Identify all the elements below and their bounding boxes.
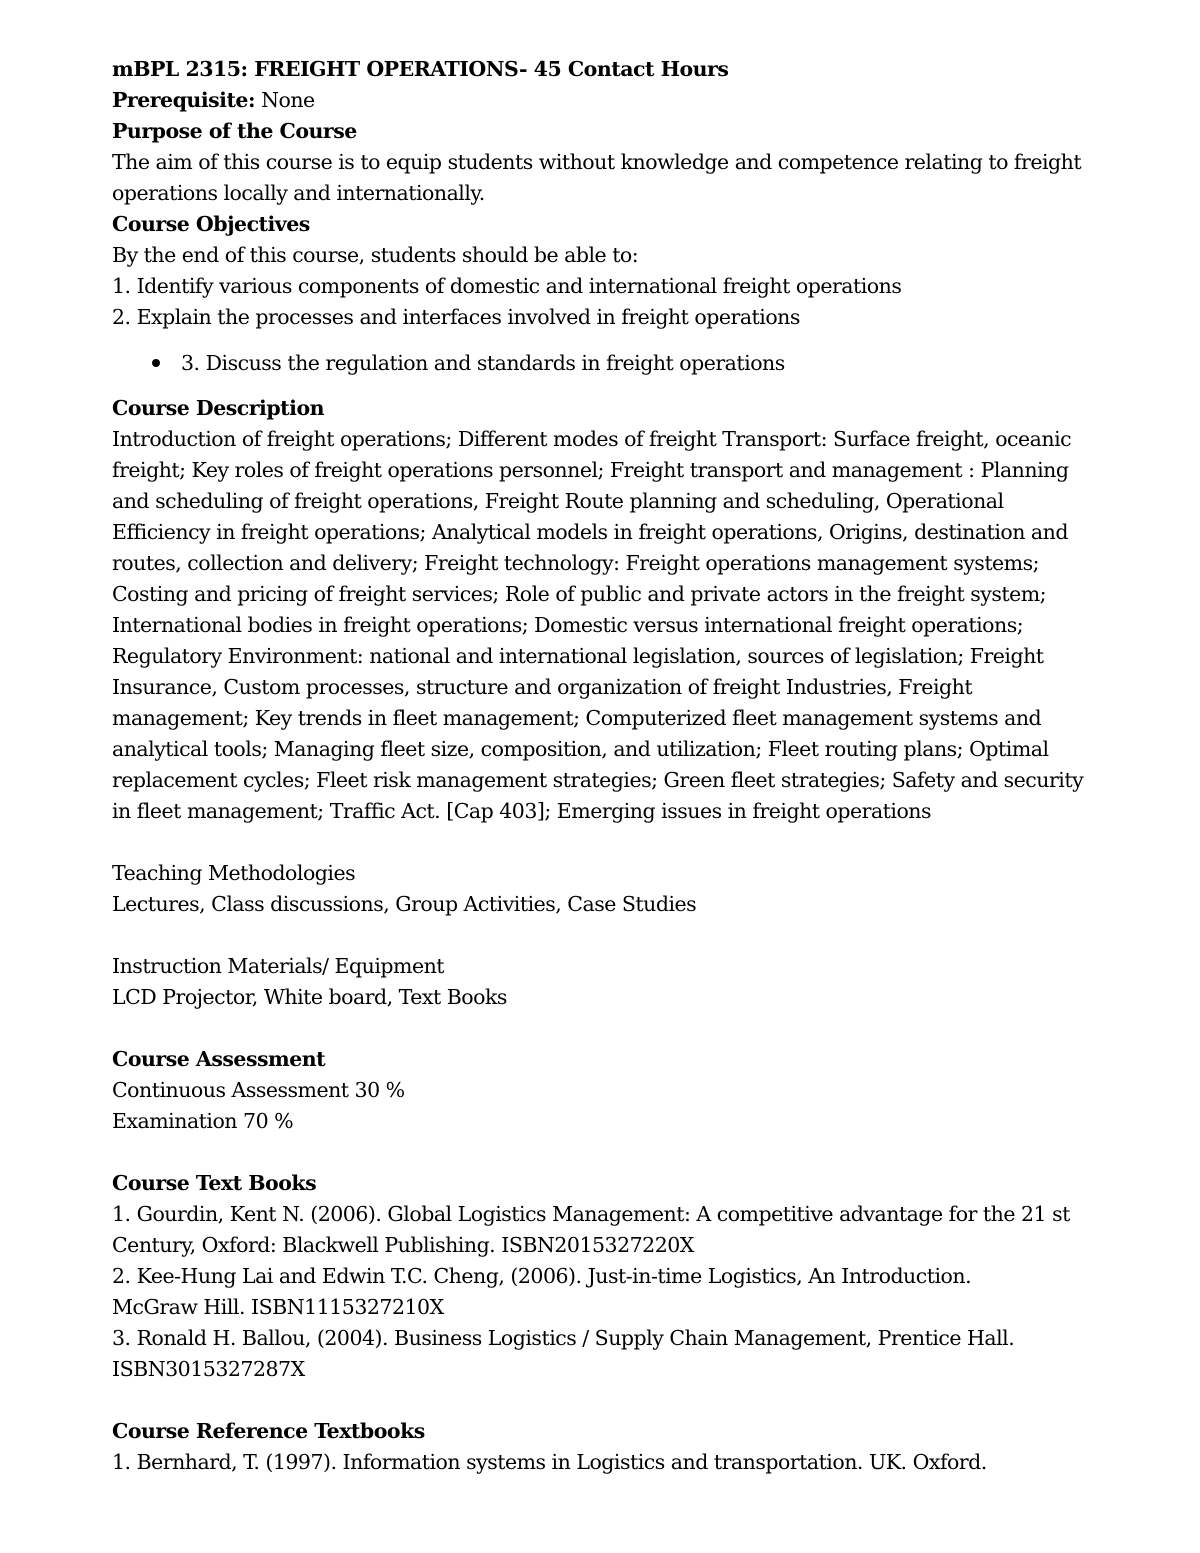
objective-bullet-text: 3. Discuss the regulation and standards in freight operations xyxy=(181,351,785,375)
teaching-heading: Teaching Methodologies xyxy=(112,861,356,885)
description-heading: Course Description xyxy=(112,396,325,420)
textbook-line: McGraw Hill. ISBN1115327210X xyxy=(112,1295,444,1319)
assessment-item: Examination 70 % xyxy=(112,1109,294,1133)
objective-item: 2. Explain the processes and interfaces involved in freight operations xyxy=(112,305,800,329)
description-line: freight; Key roles of freight operations personnel; Freight transport and management : Planning xyxy=(112,458,1069,482)
spacer xyxy=(112,1385,1072,1416)
objectives-intro: By the end of this course, students should be able to: xyxy=(112,243,639,267)
description-line: analytical tools; Managing fleet size, composition, and utilization; Fleet routing plans; Optimal xyxy=(112,737,1049,761)
description-line: Costing and pricing of freight services; Role of public and private actors in the freight system; xyxy=(112,582,1047,606)
assessment-item: Continuous Assessment 30 % xyxy=(112,1078,405,1102)
description-line: replacement cycles; Fleet risk management strategies; Green fleet strategies; Safety and security xyxy=(112,768,1084,792)
bullet-icon xyxy=(152,359,160,367)
description-line: and scheduling of freight operations, Freight Route planning and scheduling, Operational xyxy=(112,489,1004,513)
materials-heading: Instruction Materials/ Equipment xyxy=(112,954,445,978)
textbook-line: Century, Oxford: Blackwell Publishing. ISBN2015327220X xyxy=(112,1233,694,1257)
materials-text: LCD Projector, White board, Text Books xyxy=(112,985,507,1009)
objectives-heading: Course Objectives xyxy=(112,212,310,236)
textbook-line: ISBN3015327287X xyxy=(112,1357,305,1381)
prerequisite-line xyxy=(112,85,1072,116)
prerequisite-value: None xyxy=(255,88,315,112)
description-line: Introduction of freight operations; Different modes of freight Transport: Surface freight, oceanic xyxy=(112,427,1072,451)
textbooks-heading: Course Text Books xyxy=(112,1171,317,1195)
spacer xyxy=(112,1013,1072,1044)
textbook-line: 2. Kee-Hung Lai and Edwin T.C. Cheng, (2006). Just-in-time Logistics, An Introduction. xyxy=(112,1264,972,1288)
description-line: in fleet management; Traffic Act. [Cap 403]; Emerging issues in freight operations xyxy=(112,799,932,823)
description-line: International bodies in freight operations; Domestic versus international freight operations; xyxy=(112,613,1024,637)
spacer xyxy=(112,827,1072,858)
course-title: mBPL 2315: FREIGHT OPERATIONS- 45 Contact Hours xyxy=(112,57,729,81)
purpose-heading: Purpose of the Course xyxy=(112,119,357,143)
textbook-line: 3. Ronald H. Ballou, (2004). Business Logistics / Supply Chain Management, Prentice Hall. xyxy=(112,1326,1015,1350)
assessment-heading: Course Assessment xyxy=(112,1047,326,1071)
document-page xyxy=(112,54,1084,1478)
spacer xyxy=(112,920,1072,951)
purpose-line: The aim of this course is to equip students without knowledge and competence relating to freight xyxy=(112,150,1082,174)
prerequisite-label: Prerequisite: xyxy=(112,88,256,112)
description-line: Regulatory Environment: national and international legislation, sources of legislation; Freight xyxy=(112,644,1044,668)
reference-line: 1. Bernhard, T. (1997). Information systems in Logistics and transportation. UK. Oxford. xyxy=(112,1450,987,1474)
description-line: Insurance, Custom processes, structure and organization of freight Industries, Freight xyxy=(112,675,973,699)
description-line: routes, collection and delivery; Freight technology: Freight operations management systems; xyxy=(112,551,1040,575)
teaching-text: Lectures, Class discussions, Group Activities, Case Studies xyxy=(112,892,697,916)
references-heading: Course Reference Textbooks xyxy=(112,1419,425,1443)
objective-bullet-item xyxy=(112,348,1072,379)
spacer xyxy=(112,1137,1072,1168)
purpose-line: operations locally and internationally. xyxy=(112,181,485,205)
description-line: management; Key trends in fleet management; Computerized fleet management systems and xyxy=(112,706,1042,730)
textbook-line: 1. Gourdin, Kent N. (2006). Global Logistics Management: A competitive advantage for the 21 st xyxy=(112,1202,1070,1226)
description-line: Efficiency in freight operations; Analytical models in freight operations, Origins, destination and xyxy=(112,520,1068,544)
objective-item: 1. Identify various components of domestic and international freight operations xyxy=(112,274,902,298)
